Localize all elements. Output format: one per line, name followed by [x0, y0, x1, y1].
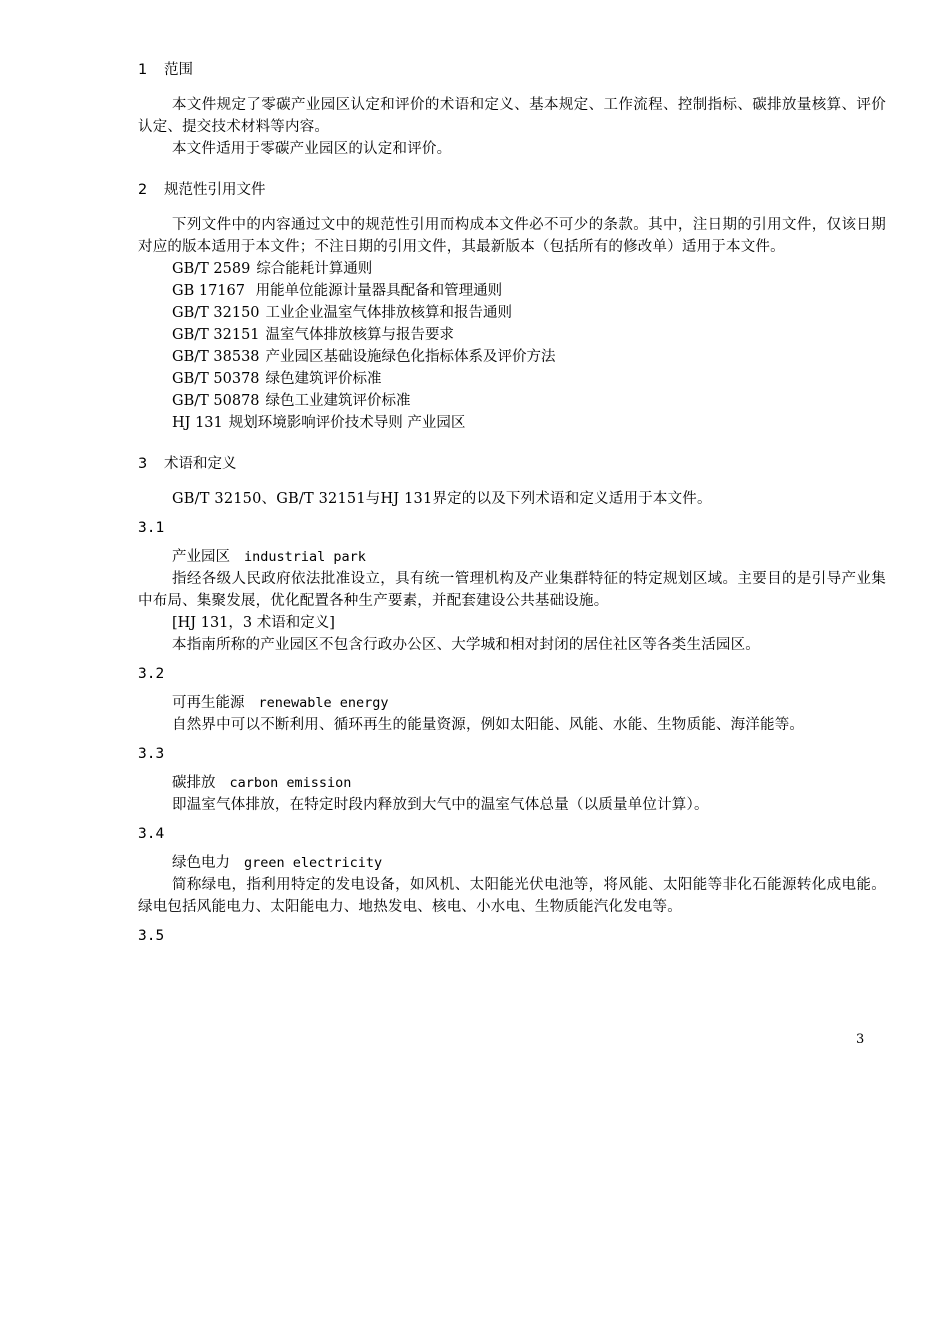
paragraph: 下列文件中的内容通过文中的规范性引用而构成本文件必不可少的条款。其中，注日期的引用文件，仅该日期对应的版本适用于本文件；不注日期的引用文件，其最新版本（包括所有的修改单）适用于本文件。 — [138, 217, 886, 255]
section-title: 术语和定义 — [164, 456, 237, 472]
term-name-zh: 碳排放 — [172, 775, 216, 791]
reference-code: GB/T 50878 — [172, 393, 260, 409]
reference-code: GB/T 38538 — [172, 349, 260, 365]
term-name-en: industrial park — [244, 549, 366, 565]
paragraph: 本文件规定了零碳产业园区认定和评价的术语和定义、基本规定、工作流程、控制指标、碳排放量核算、评价认定、提交技术材料等内容。 — [138, 97, 886, 135]
term-name-en: green electricity — [244, 855, 383, 871]
term-name — [138, 546, 886, 568]
page-number: 3 — [856, 1032, 865, 1047]
term-definition: 即温室气体排放，在特定时段内释放到大气中的温室气体总量（以质量单位计算）。 — [172, 797, 709, 813]
term-definition: 简称绿电，指利用特定的发电设备，如风机、太阳能光伏电池等，将风能、太阳能等非化石能源转化成电能。绿电包括风能电力、太阳能电力、地热发电、核电、小水电、生物质能汽化发电等。 — [138, 877, 886, 915]
reference-title: 产业园区基础设施绿色化指标体系及评价方法 — [265, 349, 556, 365]
section-heading-terms-definitions — [138, 452, 886, 476]
reference-title: 绿色工业建筑评价标准 — [265, 393, 411, 409]
reference-title: 温室气体排放核算与报告要求 — [265, 327, 455, 343]
reference-item — [138, 346, 886, 368]
term-definition: 指经各级人民政府依法批准设立，具有统一管理机构及产业集群特征的特定规划区域。主要目的是引导产业集中布局、集聚发展，优化配置各种生产要素，并配套建设公共基础设施。 — [138, 571, 886, 609]
term-name-zh: 产业园区 — [172, 549, 230, 565]
reference-code: GB/T 32150 — [172, 305, 260, 321]
reference-title: 绿色建筑评价标准 — [265, 371, 382, 387]
reference-title: 用能单位能源计量器具配备和管理通则 — [250, 283, 503, 299]
reference-code: GB/T 50378 — [172, 371, 260, 387]
term-number: 3.5 — [138, 928, 165, 944]
reference-item — [138, 390, 886, 412]
term-number: 3.4 — [138, 826, 165, 842]
term-source: [HJ 131，3 术语和定义] — [172, 615, 335, 631]
section-title: 范围 — [164, 62, 193, 78]
reference-code: GB 17167 — [172, 283, 245, 299]
section-number: 3 — [138, 456, 148, 472]
section-heading-normative-references — [138, 178, 886, 202]
term-name-en: carbon emission — [229, 775, 352, 791]
term-number: 3.2 — [138, 666, 165, 682]
paragraph: GB/T 32150、GB/T 32151与HJ 131界定的以及下列术语和定义适用于本文件。 — [172, 491, 712, 507]
reference-title: 工业企业温室气体排放核算和报告通则 — [265, 305, 513, 321]
term-number: 3.3 — [138, 746, 165, 762]
section-number: 2 — [138, 182, 148, 198]
term-name-zh: 绿色电力 — [172, 855, 230, 871]
paragraph: 本文件适用于零碳产业园区的认定和评价。 — [172, 141, 452, 157]
reference-code: GB/T 2589 — [172, 261, 251, 277]
reference-code: HJ 131 — [172, 415, 223, 431]
term-definition: 自然界中可以不断利用、循环再生的能量资源，例如太阳能、风能、水能、生物质能、海洋能等。 — [172, 717, 805, 733]
reference-item — [138, 302, 886, 324]
term-name — [138, 692, 886, 714]
reference-code: GB/T 32151 — [172, 327, 260, 343]
reference-item — [138, 324, 886, 346]
term-name-en: renewable energy — [258, 695, 389, 711]
term-name-zh: 可再生能源 — [172, 695, 245, 711]
term-note: 本指南所称的产业园区不包含行政办公区、大学城和相对封闭的居住社区等各类生活园区。 — [172, 637, 760, 653]
section-title: 规范性引用文件 — [164, 182, 266, 198]
document-page — [138, 58, 886, 948]
term-number: 3.1 — [138, 520, 165, 536]
term-name — [138, 772, 886, 794]
section-number: 1 — [138, 62, 148, 78]
reference-item — [138, 368, 886, 390]
reference-item — [138, 280, 886, 302]
section-heading-scope — [138, 58, 886, 82]
reference-title: 综合能耗计算通则 — [256, 261, 373, 277]
term-name — [138, 852, 886, 874]
reference-item — [138, 412, 886, 434]
reference-item — [138, 258, 886, 280]
reference-title: 规划环境影响评价技术导则 产业园区 — [228, 415, 466, 431]
